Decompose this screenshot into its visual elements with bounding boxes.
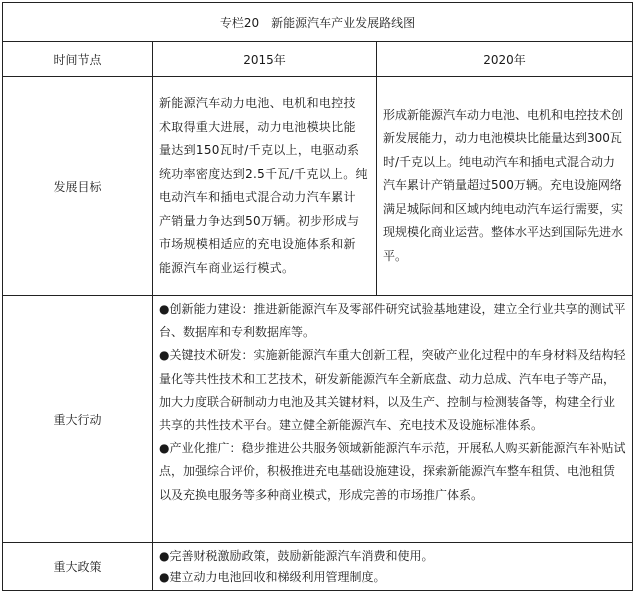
header-time-node: 时间节点: [3, 42, 153, 77]
goal-2015-text: 新能源汽车动力电池、电机和电控技术取得重大进展，动力电池模块比能量达到150瓦时/千克以上，电驱动系统功率密度达到2.5千瓦/千克以上。纯电动汽车和插电式混合动力汽车累计产销量力争达到50万辆。初步形成与市场规模相适应的充电设施体系和新能源汽车商业运行模式。: [153, 77, 377, 296]
policies-cell: [153, 543, 633, 591]
action-item-industrialization: ●产业化推广：稳步推进公共服务领域新能源汽车示范，开展私人购买新能源汽车补贴试点，加强综合评价，积极推进充电基础设施建设，探索新能源汽车整车租赁、电池租赁以及充换电服务等多种商业模式，形成完善的市场推广体系。: [159, 441, 626, 502]
header-2015: 2015年: [153, 42, 377, 77]
row-label-goals: 发展目标: [3, 77, 153, 296]
goal-2020-text: 形成新能源汽车动力电池、电机和电控技术创新发展能力，动力电池模块比能量达到300瓦时/千克以上。纯电动汽车和插电式混合动力汽车累计产销量超过500万辆。充电设施网络满足城际间和区域内纯电动汽车运行需要，实现规模化商业运营。整体水平达到国际先进水平。: [377, 77, 633, 296]
policy-item-tax: ●完善财税激励政策，鼓励新能源汽车消费和使用。: [159, 548, 434, 563]
action-item-key-tech: ●关键技术研发：实施新能源汽车重大创新工程，突破产业化过程中的车身材料及结构轻量化等共性技术和工艺技术，研发新能源汽车全新底盘、动力总成、汽车电子等产品，加大力度联合研制动力电池及其关键材料，以及生产、控制与检测装备等，构建全行业共享的共性技术平台。建立健全新能源汽车、充电技术及设施标准体系。: [159, 348, 626, 433]
action-item-innovation: ●创新能力建设：推进新能源汽车及零部件研究试验基地建设，建立全行业共享的测试平台、数据库和专利数据库等。: [159, 302, 626, 340]
roadmap-table: [2, 2, 633, 591]
table-title: 专栏20 新能源汽车产业发展路线图: [3, 3, 633, 42]
row-label-actions: 重大行动: [3, 296, 153, 543]
row-label-policies: 重大政策: [3, 543, 153, 591]
policy-item-battery-recycling: ●建立动力电池回收和梯级利用管理制度。: [159, 569, 386, 584]
actions-cell: [153, 296, 633, 543]
header-2020: 2020年: [377, 42, 633, 77]
